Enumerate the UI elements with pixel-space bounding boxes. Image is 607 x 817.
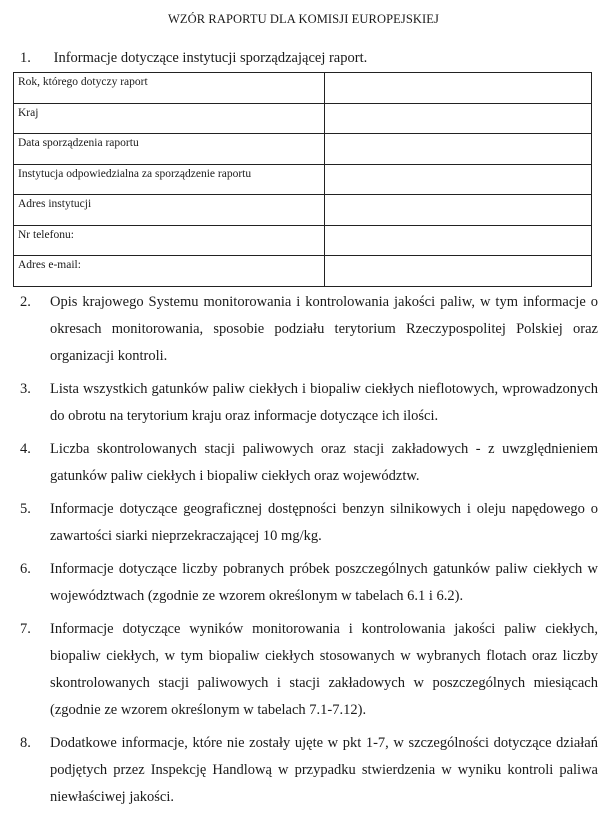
item-text: Liczba skontrolowanych stacji paliwowych oraz stacji zakładowych - z uwzględnieniem gatunków paliw ciekłych i biopaliw ciekłych oraz województw. (50, 441, 598, 484)
table-row (14, 256, 592, 287)
table-row (14, 225, 592, 256)
list-item (20, 436, 598, 490)
row-value-country (325, 103, 592, 134)
row-label-report-date: Data sporządzenia raportu (14, 134, 325, 165)
row-value-address (325, 195, 592, 226)
item-number: 2. (20, 294, 31, 310)
item-number: 5. (20, 501, 31, 517)
list-item (20, 496, 598, 550)
item-text: Lista wszystkich gatunków paliw ciekłych i biopaliw ciekłych nieflotowych, wprowadzonych do obrotu na terytorium kraju oraz informacje dotyczące ich ilości. (50, 381, 598, 424)
row-value-year (325, 73, 592, 104)
item-text: Dodatkowe informacje, które nie zostały ujęte w pkt 1-7, w szczególności dotyczące działań podjętych przez Inspekcję Handlową w przypadku stwierdzenia w wyniku kontroli paliwa niewłaściwej jakości. (50, 735, 598, 805)
row-label-institution: Instytucja odpowiedzialna za sporządzenie raportu (14, 164, 325, 195)
section-1-heading (20, 50, 367, 67)
document-title: WZÓR RAPORTU DLA KOMISJI EUROPEJSKIEJ (167, 12, 440, 26)
row-value-phone (325, 225, 592, 256)
table-row (14, 134, 592, 165)
table-row (14, 195, 592, 226)
row-value-institution (325, 164, 592, 195)
list-item (20, 376, 598, 430)
list-item (20, 730, 598, 811)
item-number: 3. (20, 381, 31, 397)
table-row (14, 164, 592, 195)
row-label-address: Adres instytucji (14, 195, 325, 226)
row-label-year: Rok, którego dotyczy raport (14, 73, 325, 104)
section-1-number: 1. (20, 50, 31, 66)
table-row (14, 103, 592, 134)
item-number: 6. (20, 561, 31, 577)
list-item (20, 556, 598, 610)
item-number: 4. (20, 441, 31, 457)
item-number: 7. (20, 621, 31, 637)
row-value-email (325, 256, 592, 287)
row-label-email: Adres e-mail: (14, 256, 325, 287)
list-item (20, 289, 598, 370)
table-row (14, 73, 592, 104)
item-text: Opis krajowego Systemu monitorowania i kontrolowania jakości paliw, w tym informacje o okresach monitorowania, sposobie podziału terytorium Rzeczypospolitej Polskiej oraz organizacji kontroli. (50, 294, 598, 364)
institution-info-table (13, 72, 592, 287)
item-text: Informacje dotyczące wyników monitorowania i kontrolowania jakości paliw ciekłych, biopaliw ciekłych, w tym biopaliw ciekłych stosowanych w wybranych flotach oraz liczby skontrolowanych stacji paliwowych i stacji zakładowych w poszczególnych miesiącach (zgodnie ze wzorem określonym w tabelach 7.1-7.12). (50, 621, 598, 718)
item-number: 8. (20, 735, 31, 751)
section-1-text: Informacje dotyczące instytucji sporządzającej raport. (53, 50, 368, 66)
row-label-phone: Nr telefonu: (14, 225, 325, 256)
row-label-country: Kraj (14, 103, 325, 134)
row-value-report-date (325, 134, 592, 165)
item-text: Informacje dotyczące liczby pobranych próbek poszczególnych gatunków paliw ciekłych w województwach (zgodnie ze wzorem określonym w tabelach 6.1 i 6.2). (50, 561, 598, 604)
numbered-items-list (20, 289, 598, 817)
item-text: Informacje dotyczące geograficznej dostępności benzyn silnikowych i oleju napędowego o zawartości siarki nieprzekraczającej 10 mg/kg. (50, 501, 598, 544)
list-item (20, 616, 598, 724)
